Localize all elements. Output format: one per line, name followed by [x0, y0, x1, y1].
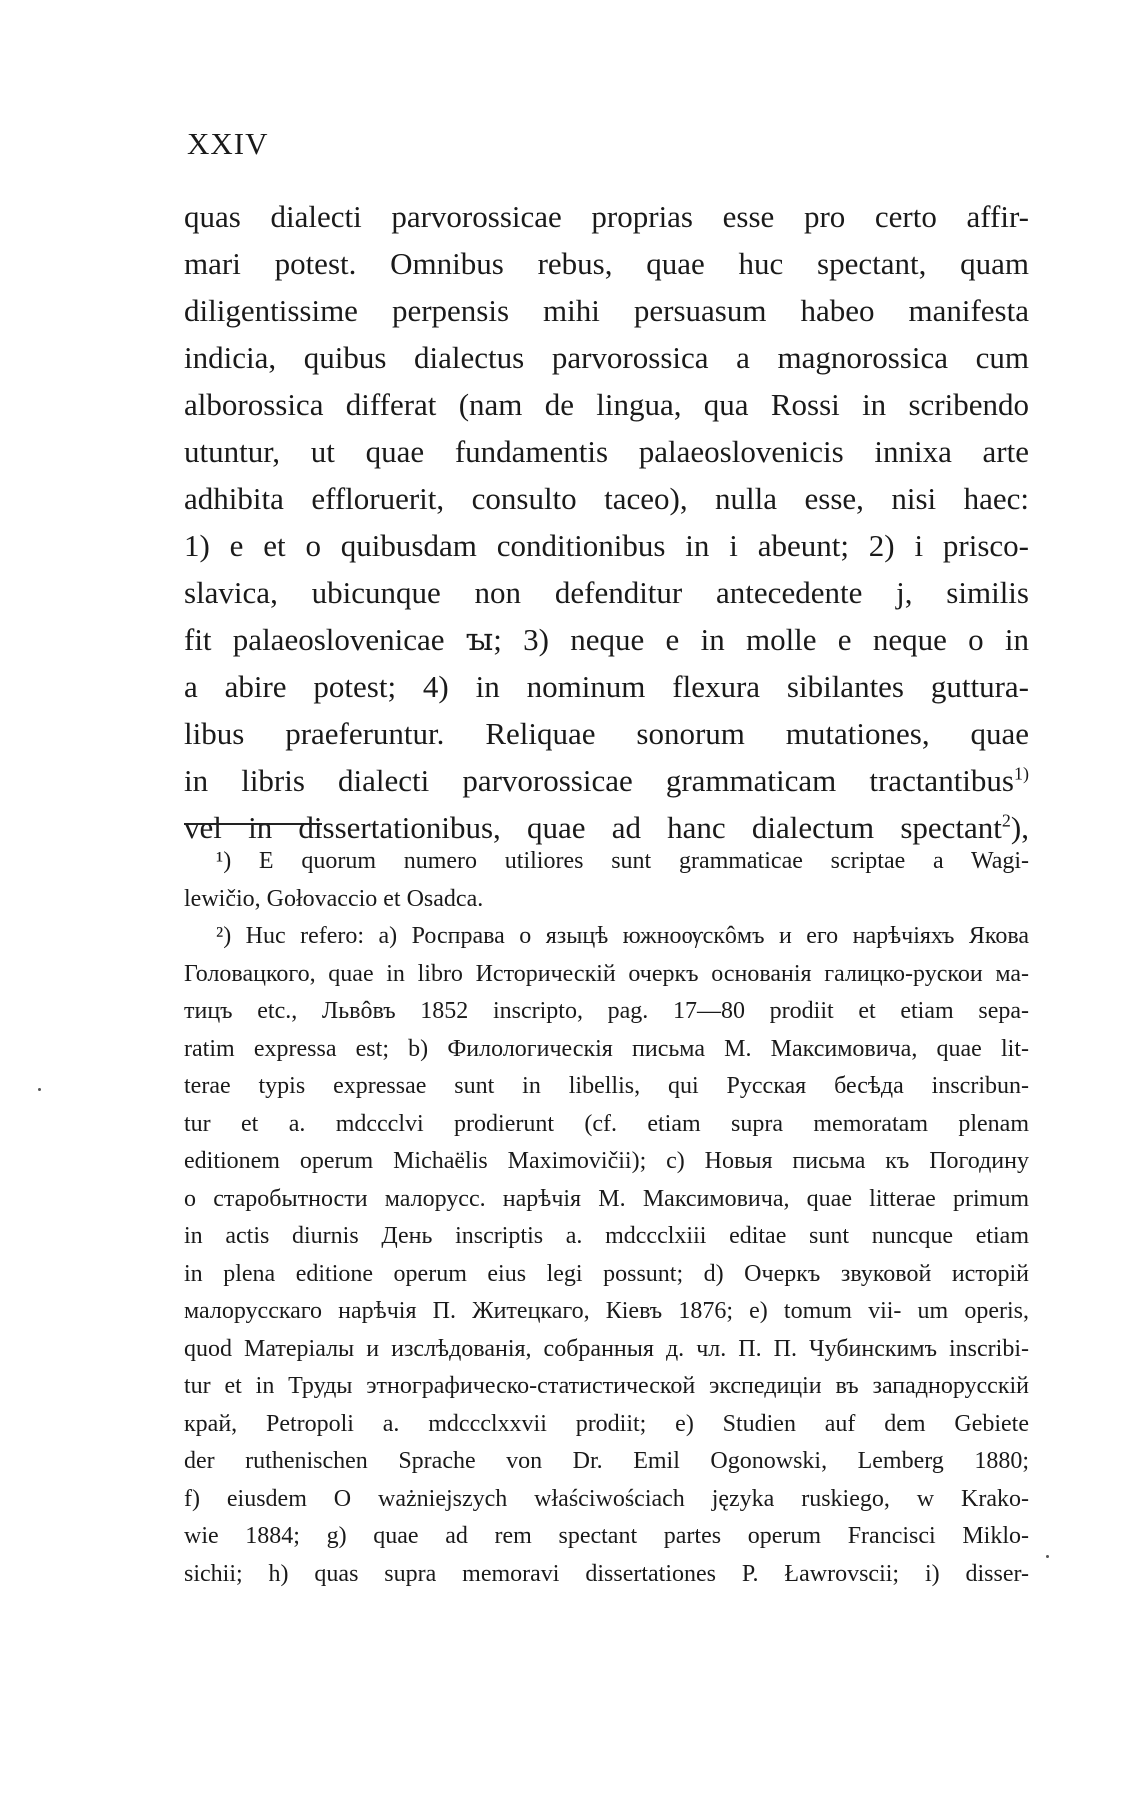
main-text-line: diligentissime perpensis mihi persuasum habeo manifesta — [184, 293, 1029, 328]
footnote-line: wie 1884; g) quae ad rem spectant partes operum Francisci Miklo- — [184, 1523, 1029, 1549]
footnote-marker-2: 2 — [1001, 810, 1011, 831]
main-text-line: 1) e et o quibusdam conditionibus in i abeunt; 2) i prisco- — [184, 528, 1029, 563]
footnote-line: editionem operum Michaëlis Maximovičii); c) Новыя письма къ Погодину — [184, 1148, 1029, 1174]
main-text-block — [184, 193, 1029, 851]
footnote-line: in actis diurnis День inscriptis a. mdccclxiii editae sunt nuncque etiam — [184, 1223, 1029, 1249]
main-text-line: indicia, quibus dialectus parvorossica a magnorossica cum — [184, 340, 1029, 375]
main-text-line — [184, 757, 1029, 804]
footnote-line: tur et a. mdccclvi prodierunt (cf. etiam supra memoratam plenam — [184, 1110, 1029, 1137]
footnote-line: Головацкого, quae in libro Историческій очеркъ основанія галицко-рускои ма- — [184, 960, 1029, 987]
footnote-marker-1: 1) — [1014, 763, 1029, 784]
main-text-line: slavica, ubicunque non defenditur antecedente j, similis — [184, 575, 1029, 610]
footnote-line: in plena editione operum eius legi possunt; d) Очеркъ звуковой исторій — [184, 1260, 1029, 1287]
footnote-line: о старобытности малорусс. нарѣчія М. Максимовича, quae litterae primum — [184, 1185, 1029, 1212]
main-text-line: fit palaeoslovenicae ꙑ; 3) neque e in molle e neque o in — [184, 622, 1029, 657]
footnote-line: lewičio, Gołovaccio et Osadca. — [184, 885, 484, 912]
footnote-line: sichii; h) quas supra memoravi dissertationes P. Ławrovscii; i) disser- — [184, 1560, 1029, 1587]
footnote-line: terae typis expressae sunt in libellis, qui Русская бесѣда inscribun- — [184, 1073, 1029, 1099]
main-text-line: mari potest. Omnibus rebus, quae huc spectant, quam — [184, 246, 1029, 281]
main-text-segment: in libris dialecti parvorossicae grammaticam tractantibus — [184, 763, 1014, 798]
main-text-line: adhibita effloruerit, consulto taceo), nulla esse, nisi haec: — [184, 481, 1029, 516]
main-text-line: quas dialecti parvorossicae proprias esse pro certo affir- — [184, 199, 1029, 234]
footnote-separator — [184, 823, 322, 825]
main-text-line: alborossica differat (nam de lingua, qua Rossi in scribendo — [184, 387, 1029, 422]
scan-speck — [38, 1088, 41, 1091]
main-text-line: a abire potest; 4) in nominum flexura sibilantes guttura- — [184, 669, 1029, 704]
footnote-line: tur et in Труды этнографическо-статистической экспедиціи въ западнорусскій — [184, 1373, 1029, 1399]
main-text-tail: ), — [1010, 810, 1029, 845]
footnote-line: der ruthenischen Sprache von Dr. Emil Ogonowski, Lemberg 1880; — [184, 1448, 1029, 1474]
footnote-line: край, Petropoli a. mdccclxxvii prodiit; e) Studien auf dem Gebiete — [184, 1410, 1029, 1437]
scan-speck — [1046, 1555, 1049, 1558]
footnotes-block — [184, 843, 1029, 1593]
footnote-line: ratim expressa est; b) Филологическія письма М. Максимовича, quae lit- — [184, 1035, 1029, 1062]
footnote-line: тицъ etc., Львôвъ 1852 inscripto, pag. 17—80 prodiit et etiam sepa- — [184, 998, 1029, 1024]
main-text-line: utuntur, ut quae fundamentis palaeoslovenicis innixa arte — [184, 434, 1029, 469]
main-text-line: libus praeferuntur. Reliquae sonorum mutationes, quae — [184, 716, 1029, 751]
footnote-line: ²) Huc refero: a) Росправа о языцѣ южноѹскôмъ и его нарѣчіяхъ Якова — [216, 923, 1029, 949]
main-text-segment: vel in dissertationibus, quae ad hanc dialectum spectant — [184, 810, 1002, 845]
footnote-line: quod Матеріалы и изслѣдованія, собранныя д. чл. П. П. Чубинскимъ inscribi- — [184, 1335, 1029, 1362]
page-number: XXIV — [187, 126, 269, 161]
footnote-line: f) eiusdem O ważniejszych właściwościach języka ruskiego, w Krako- — [184, 1485, 1029, 1512]
footnote-line: ¹) E quorum numero utiliores sunt grammaticae scriptae a Wagi- — [216, 848, 1029, 874]
footnote-line: малорусскаго нарѣчія П. Житецкаго, Кіевъ 1876; e) tomum vii- um operis, — [184, 1298, 1029, 1324]
